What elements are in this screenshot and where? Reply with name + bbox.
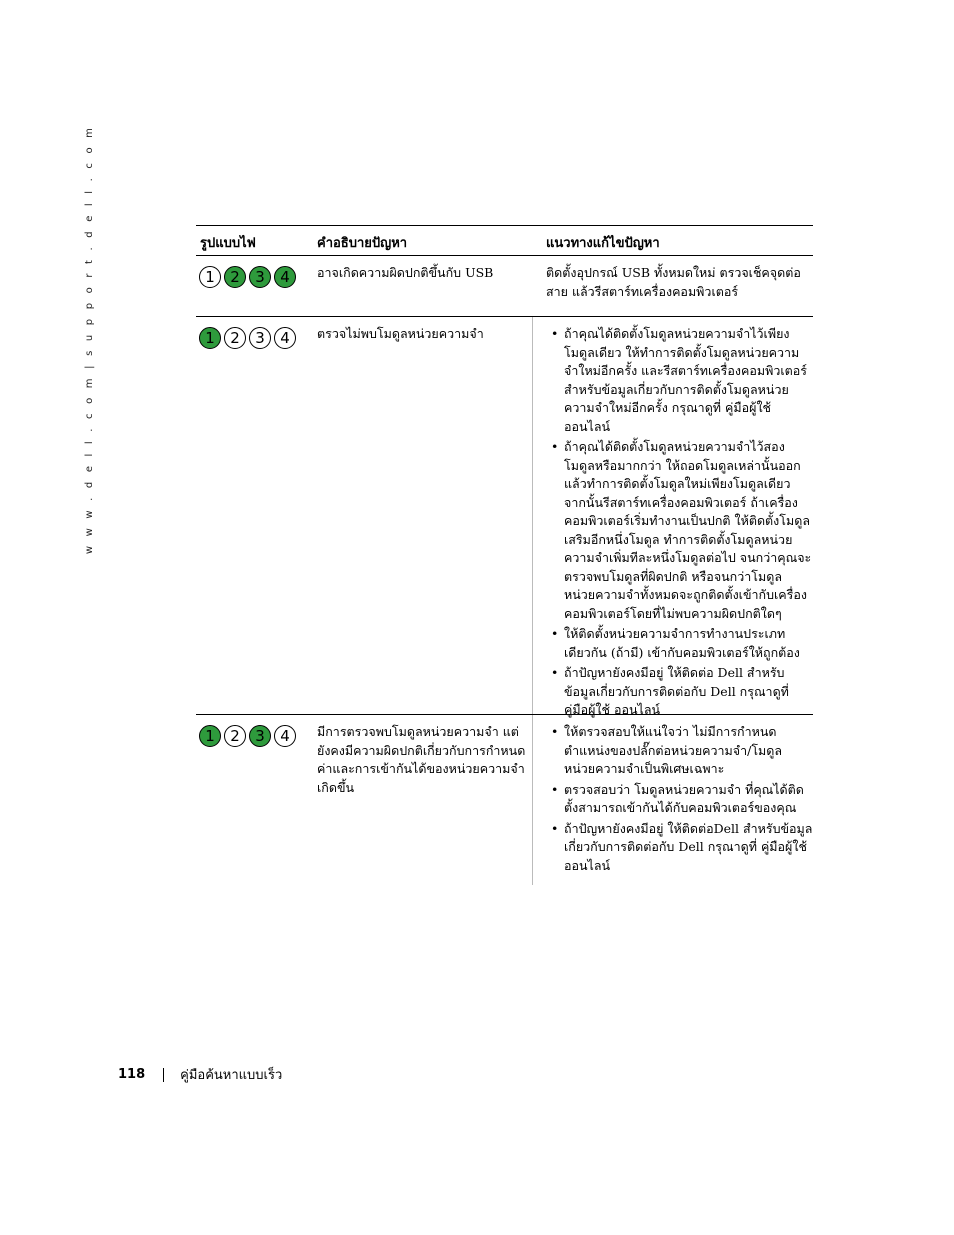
column-divider bbox=[532, 715, 533, 885]
problem-description: มีการตรวจพบโมดูลหน่วยความจำ แต่ยังคงมีความผิดปกติเกี่ยวกับการกำหนดค่าและการเข้ากันได้ของหน่วยความจำเกิดขึ้น bbox=[317, 724, 526, 795]
light-pattern bbox=[199, 266, 296, 288]
solution-item: • ตรวจสอบว่า โมดูลหน่วยความจำ ที่คุณได้ติดตั้งสามารถเข้ากันได้กับคอมพิวเตอร์ของคุณ bbox=[551, 781, 813, 818]
diagnostic-light: 2 bbox=[224, 725, 246, 747]
light-pattern bbox=[199, 327, 296, 349]
problem-solution: ติดตั้งอุปกรณ์ USB ทั้งหมดใหม่ ตรวจเช็คจุดต่อสาย แล้วรีสตาร์ทเครื่องคอมพิวเตอร์ bbox=[546, 265, 801, 299]
solution-list bbox=[551, 723, 813, 877]
diagnostic-light: 4 bbox=[274, 725, 296, 747]
diagnostic-light: 3 bbox=[249, 266, 271, 288]
page-number: 118 bbox=[118, 1067, 146, 1082]
diagnostic-light: 3 bbox=[249, 725, 271, 747]
document-title: คู่มือค้นหาแบบเร็ว bbox=[180, 1068, 283, 1083]
table-row bbox=[196, 256, 813, 317]
solution-item: • ถ้าคุณได้ติดตั้งโมดูลหน่วยความจำไว้สองโมดูลหรือมากกว่า ให้ถอดโมดูลเหล่านั้นออก แล้วทำการติดตั้งโมดูลใหม่เพียงโมดูลเดียว จากนั้นรีสตาร์ทเครื่องคอมพิวเตอร์ ถ้าเครื่องคอมพิวเตอร์เริ่มทำงานเป็นปกติ ให้ติดตั้งโมดูลเสริมอีกหนึ่งโมดูล ทำการติดตั้งโมดูลหน่วยความจำเพิ่มทีละหนึ่งโมดูลต่อไป จนกว่าคุณจะตรวจพบโมดูลที่ผิดปกติ หรือจนกว่าโมดูลหน่วยความจำทั้งหมดจะถูกติดตั้งเข้ากับเครื่องคอมพิวเตอร์โดยที่ไม่พบความผิดปกติใดๆ bbox=[551, 438, 813, 623]
light-pattern bbox=[199, 725, 296, 747]
header-solution: แนวทางแก้ไขปัญหา bbox=[546, 236, 660, 251]
table-row bbox=[196, 317, 813, 715]
side-url-text: w w w . d e l l . c o m | s u p p o r t . d e l l . c o m bbox=[84, 124, 96, 555]
solution-item: • ให้ติดตั้งหน่วยความจำการทำงานประเภทเดียวกัน (ถ้ามี) เข้ากับคอมพิวเตอร์ให้ถูกต้อง bbox=[551, 625, 813, 662]
diagnostic-light: 1 bbox=[199, 725, 221, 747]
diagnostic-light: 1 bbox=[199, 327, 221, 349]
diagnostic-light: 2 bbox=[224, 266, 246, 288]
footer-divider bbox=[163, 1068, 164, 1082]
diagnostic-lights-table bbox=[196, 225, 813, 885]
problem-description: ตรวจไม่พบโมดูลหน่วยความจำ bbox=[317, 326, 484, 341]
solution-item: • ให้ตรวจสอบให้แน่ใจว่า ไม่มีการกำหนดตำแหน่งของปลั๊กต่อหน่วยความจำ/โมดูลหน่วยความจำเป็นพิเศษเฉพาะ bbox=[551, 723, 813, 779]
diagnostic-light: 1 bbox=[199, 266, 221, 288]
solution-list bbox=[551, 325, 813, 722]
table-header bbox=[196, 225, 813, 256]
diagnostic-light: 2 bbox=[224, 327, 246, 349]
solution-item: • ถ้าคุณได้ติดตั้งโมดูลหน่วยความจำไว้เพียงโมดูลเดียว ให้ทำการติดตั้งโมดูลหน่วยความจำใหม่อีกครั้ง และรีสตาร์ทเครื่องคอมพิวเตอร์ สำหรับข้อมูลเกี่ยวกับการติดตั้งโมดูลหน่วยความจำใหม่อีกครั้ง กรุณาดูที่ คู่มือผู้ใช้ ออนไลน์ bbox=[551, 325, 813, 436]
page-footer bbox=[118, 1064, 282, 1085]
header-description: คำอธิบายปัญหา bbox=[317, 236, 408, 251]
solution-item: • ถ้าปัญหายังคงมีอยู่ ให้ติดต่อDell สำหรับข้อมูลเกี่ยวกับการติดต่อกับ Dell กรุณาดูที่ คู่มือผู้ใช้ ออนไลน์ bbox=[551, 820, 813, 876]
diagnostic-light: 4 bbox=[274, 327, 296, 349]
problem-description: อาจเกิดความผิดปกติขึ้นกับ USB bbox=[317, 265, 494, 280]
column-divider bbox=[532, 317, 533, 714]
table-row bbox=[196, 715, 813, 885]
diagnostic-light: 4 bbox=[274, 266, 296, 288]
solution-item: • ถ้าปัญหายังคงมีอยู่ ให้ติดต่อ Dell สำหรับข้อมูลเกี่ยวกับการติดต่อกับ Dell กรุณาดูที่ คู่มือผู้ใช้ ออนไลน์ bbox=[551, 664, 813, 720]
diagnostic-light: 3 bbox=[249, 327, 271, 349]
header-pattern: รูปแบบไฟ bbox=[200, 236, 256, 251]
side-url bbox=[83, 124, 97, 555]
